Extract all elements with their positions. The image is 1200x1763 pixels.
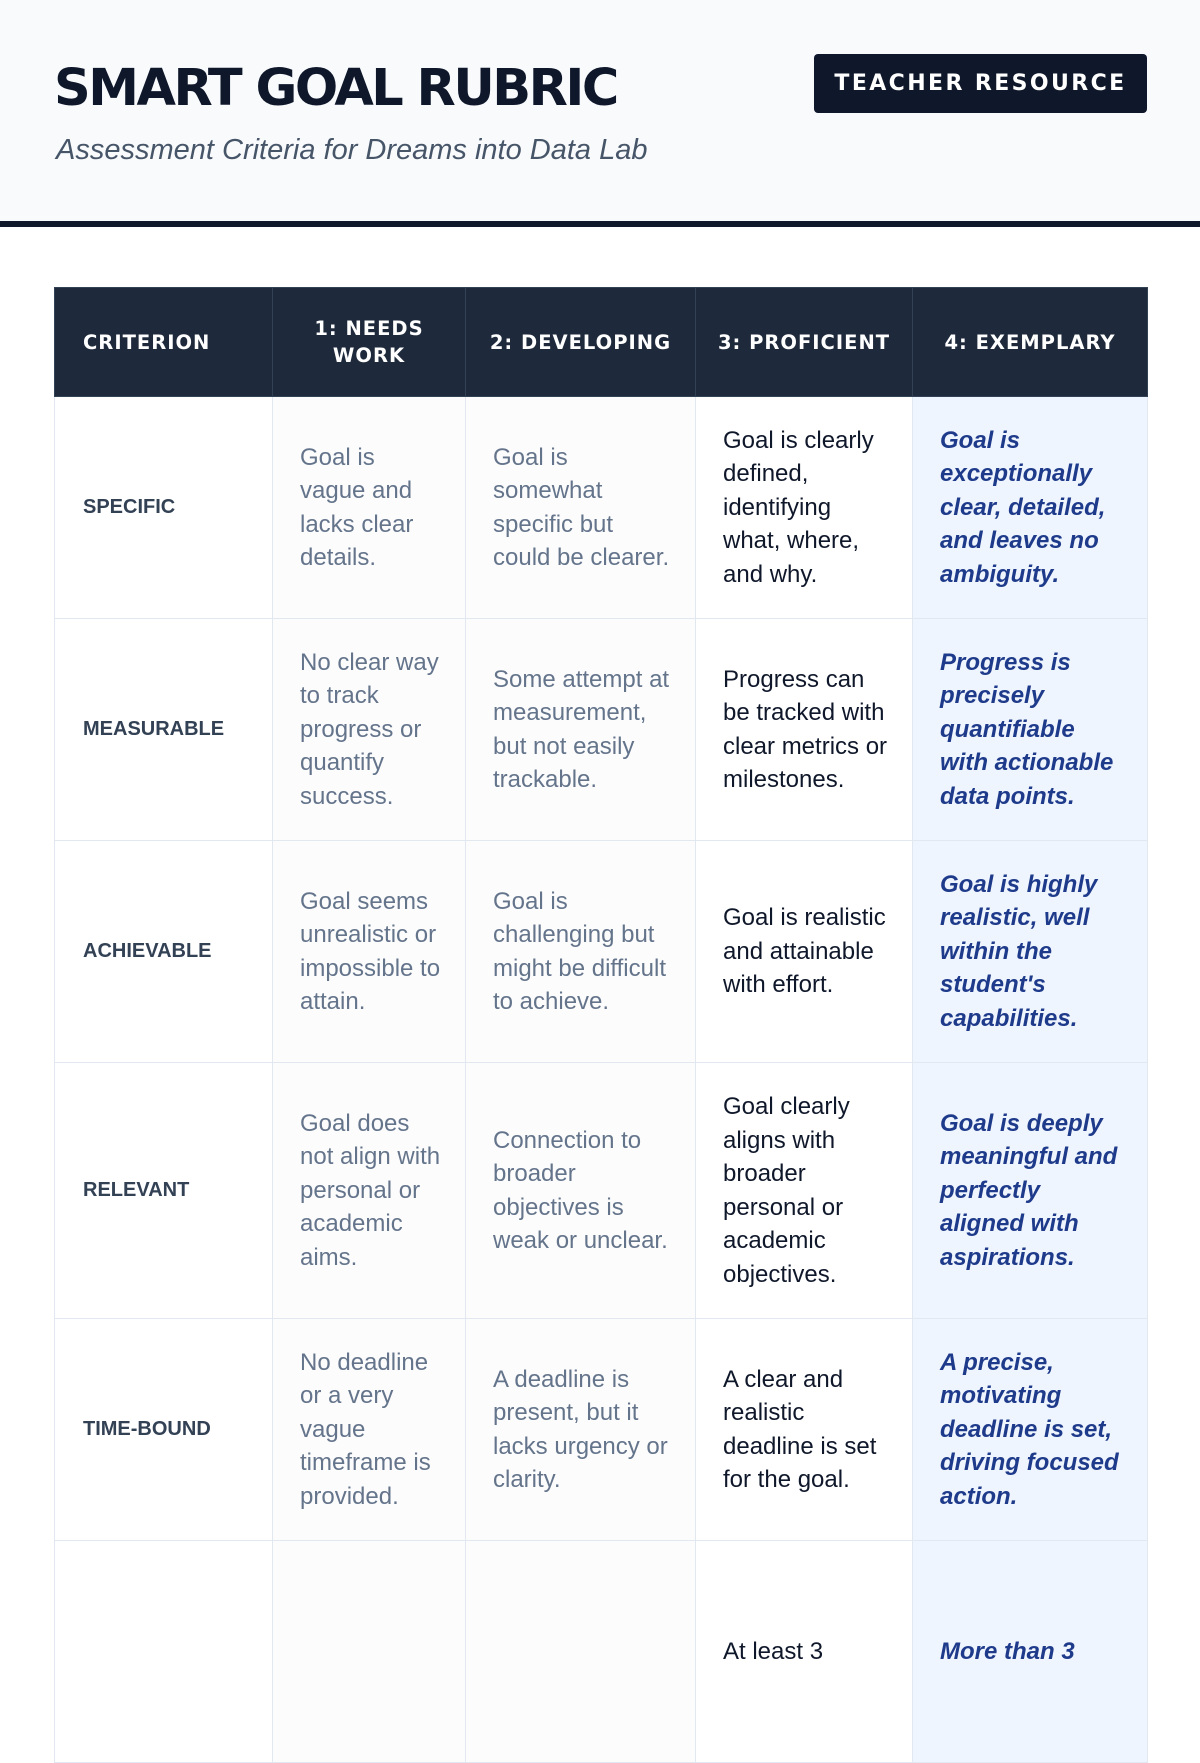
developing-cell: Goal is somewhat specific but could be clearer. (466, 397, 696, 619)
page-subtitle: Assessment Criteria for Dreams into Data Lab (56, 134, 648, 166)
table-row (55, 1063, 1148, 1319)
criterion-cell: SPECIFIC (55, 397, 273, 619)
needs-work-cell: Goal seems unrealistic or impossible to attain. (273, 841, 466, 1063)
table-row (55, 397, 1148, 619)
table-row (55, 1319, 1148, 1541)
needs-work-cell: No clear way to track progress or quantify success. (273, 619, 466, 841)
developing-cell: Connection to broader objectives is weak or unclear. (466, 1063, 696, 1319)
developing-cell: A deadline is present, but it lacks urgency or clarity. (466, 1319, 696, 1541)
criterion-cell: MEASURABLE (55, 619, 273, 841)
criterion-cell: TIME-BOUND (55, 1319, 273, 1541)
exemplary-cell: More than 3 (913, 1541, 1148, 1763)
needs-work-cell: No deadline or a very vague timeframe is provided. (273, 1319, 466, 1541)
exemplary-cell: A precise, motivating deadline is set, driving focused action. (913, 1319, 1148, 1541)
rubric-header-row (55, 288, 1148, 397)
table-row (55, 1541, 1148, 1763)
exemplary-cell: Goal is deeply meaningful and perfectly aligned with aspirations. (913, 1063, 1148, 1319)
needs-work-cell (273, 1541, 466, 1763)
column-header-developing: 2: DEVELOPING (466, 288, 696, 397)
column-header-proficient: 3: PROFICIENT (696, 288, 913, 397)
needs-work-cell: Goal is vague and lacks clear details. (273, 397, 466, 619)
page-title: SMART GOAL RUBRIC (54, 59, 617, 118)
proficient-cell: Goal is realistic and attainable with effort. (696, 841, 913, 1063)
table-row (55, 619, 1148, 841)
exemplary-cell: Progress is precisely quantifiable with actionable data points. (913, 619, 1148, 841)
teacher-resource-badge: TEACHER RESOURCE (814, 54, 1147, 113)
proficient-cell: Goal clearly aligns with broader personal or academic objectives. (696, 1063, 913, 1319)
column-header-needs-work: 1: NEEDS WORK (273, 288, 466, 397)
page-header (0, 0, 1200, 227)
criterion-cell (55, 1541, 273, 1763)
exemplary-cell: Goal is highly realistic, well within the student's capabilities. (913, 841, 1148, 1063)
table-row (55, 841, 1148, 1063)
proficient-cell: At least 3 (696, 1541, 913, 1763)
criterion-cell: ACHIEVABLE (55, 841, 273, 1063)
proficient-cell: Goal is clearly defined, identifying what, where, and why. (696, 397, 913, 619)
column-header-criterion: CRITERION (55, 288, 273, 397)
exemplary-cell: Goal is exceptionally clear, detailed, and leaves no ambiguity. (913, 397, 1148, 619)
proficient-cell: Progress can be tracked with clear metrics or milestones. (696, 619, 913, 841)
developing-cell: Goal is challenging but might be difficult to achieve. (466, 841, 696, 1063)
needs-work-cell: Goal does not align with personal or academic aims. (273, 1063, 466, 1319)
column-header-exemplary: 4: EXEMPLARY (913, 288, 1148, 397)
rubric-table (54, 287, 1148, 1763)
criterion-cell: RELEVANT (55, 1063, 273, 1319)
developing-cell: Some attempt at measurement, but not easily trackable. (466, 619, 696, 841)
proficient-cell: A clear and realistic deadline is set for the goal. (696, 1319, 913, 1541)
developing-cell (466, 1541, 696, 1763)
